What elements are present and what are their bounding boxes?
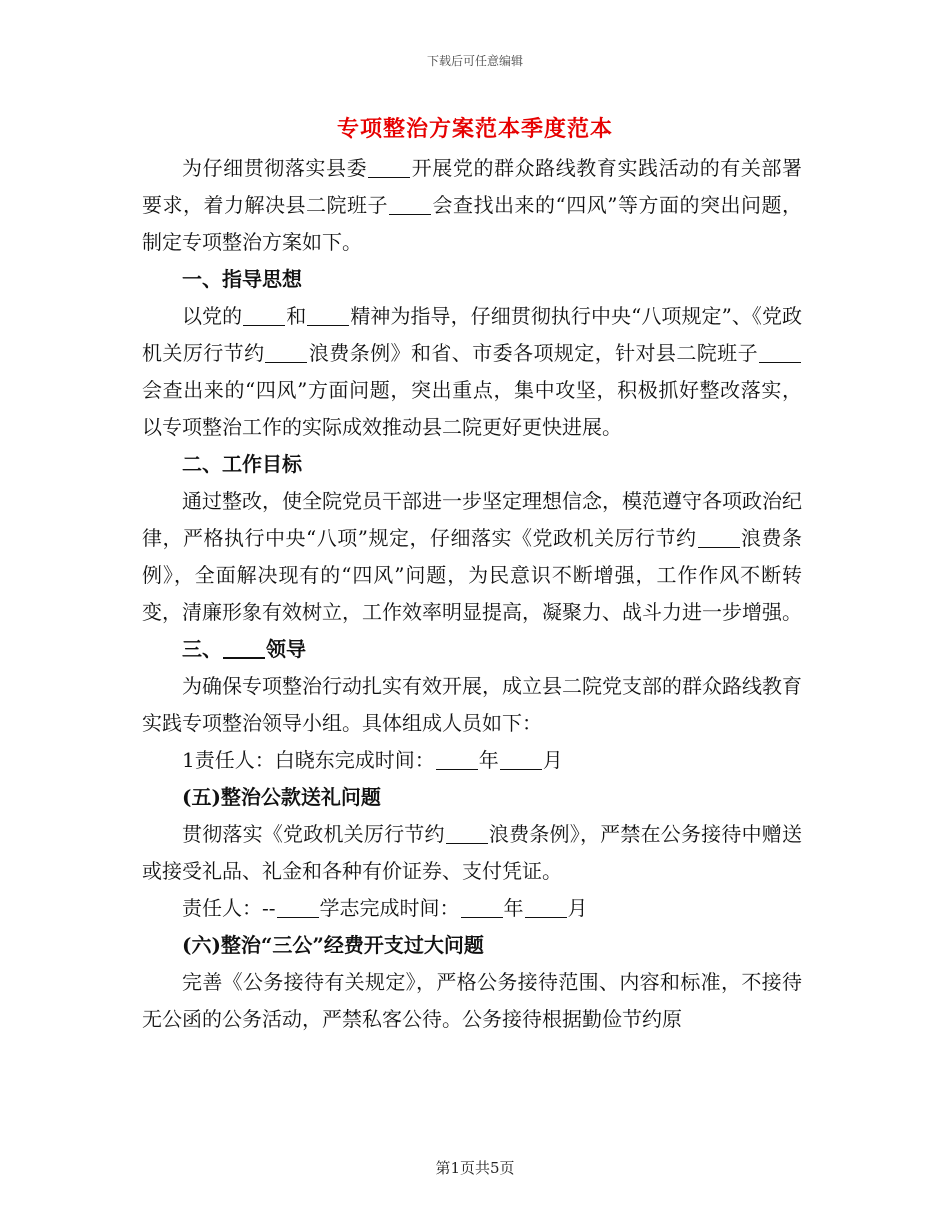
section5-resp-month: 月: [567, 896, 588, 920]
section6-paragraph: 完善《公务接待有关规定》，严格公务接待范围、内容和标准，不接待无公函的公务活动，严禁私客公待。公务接待根据勤俭节约原: [142, 970, 802, 1031]
page-number: 第1页共5页: [435, 1159, 515, 1177]
fill-blank: [307, 305, 349, 326]
intro-paragraph: [142, 150, 802, 261]
section3-responsible-line: [142, 742, 802, 779]
section2-text-2: 浪费条例》，全面解决现有的“四风”问题，为民意识不断增强，工作作风不断转变，清廉形象有效树立，工作效率明显提高，凝聚力、战斗力进一步增强。: [142, 526, 803, 624]
section3-heading-suffix: 领导: [266, 637, 306, 661]
document-title: 专项整治方案范本季度范本: [336, 116, 613, 142]
fill-blank: [389, 194, 431, 215]
fill-blank: [265, 342, 307, 363]
fill-blank: [446, 823, 488, 844]
section3-resp-month: 月: [542, 748, 563, 772]
section1-text-3: 精神为指导，仔细贯彻执行中央“八项规定”、《党政机关厉行节约: [142, 304, 803, 365]
section5-resp-year: 年: [503, 896, 524, 920]
fill-blank: [525, 897, 567, 918]
section5-paragraph: [142, 816, 802, 890]
intro-text-1: 为仔细贯彻落实县委: [182, 156, 368, 180]
fill-blank: [461, 897, 503, 918]
intro-text-2: 开展党的群众路线教育实践活动的有关部署要求，着力解决县二院班子: [142, 156, 803, 217]
section1-paragraph: [142, 298, 802, 446]
fill-blank: [698, 527, 740, 548]
section3-heading-prefix: 三、: [182, 637, 222, 661]
fill-blank: [243, 305, 285, 326]
section6-heading: (六)整治“三公”经费开支过大问题: [182, 933, 484, 957]
fill-blank: [277, 897, 319, 918]
section3-paragraph: 为确保专项整治行动扎实有效开展，成立县二院党支部的群众路线教育实践专项整治领导小组。具体组成人员如下：: [142, 674, 802, 735]
section3-heading: [142, 631, 802, 668]
section5-text-1: 贯彻落实《党政机关厉行节约: [182, 822, 445, 846]
section1-text-4: 浪费条例》和省、市委各项规定，针对县二院班子: [308, 341, 759, 365]
section5-heading: (五)整治公款送礼问题: [182, 785, 381, 809]
section2-heading: 二、工作目标: [182, 452, 302, 476]
intro-text-3: 会查找出来的“四风”等方面的突出问题，制定专项整治方案如下。: [142, 193, 803, 254]
section2-paragraph: [142, 483, 802, 631]
section1-heading: 一、指导思想: [182, 267, 302, 291]
section5-responsible-line: [142, 890, 802, 927]
section3-resp-prefix: 1责任人：白晓东完成时间：: [182, 748, 435, 772]
document-body: [142, 150, 802, 1038]
section5-resp-mid: 学志完成时间：: [319, 896, 460, 920]
fill-blank: [436, 749, 478, 770]
page-header-note: 下载后可任意编辑: [426, 54, 523, 68]
section3-resp-year: 年: [478, 748, 499, 772]
section1-text-1: 以党的: [182, 304, 243, 328]
fill-blank: [223, 637, 265, 659]
section5-text-2: 浪费条例》，严禁在公务接待中赠送或接受礼品、礼金和各种有价证券、支付凭证。: [142, 822, 803, 883]
section1-text-2: 和: [286, 304, 307, 328]
section5-resp-prefix: 责任人：--: [182, 896, 276, 920]
fill-blank: [759, 342, 801, 363]
section1-text-5: 会查出来的“四风”方面问题，突出重点，集中攻坚，积极抓好整改落实，以专项整治工作的实际成效推动县二院更好更快进展。: [142, 378, 802, 439]
fill-blank: [368, 157, 410, 178]
section2-text-1: 通过整改，使全院党员干部进一步坚定理想信念，模范遵守各项政治纪律，严格执行中央“八项”规定，仔细落实《党政机关厉行节约: [142, 489, 802, 550]
fill-blank: [500, 749, 542, 770]
